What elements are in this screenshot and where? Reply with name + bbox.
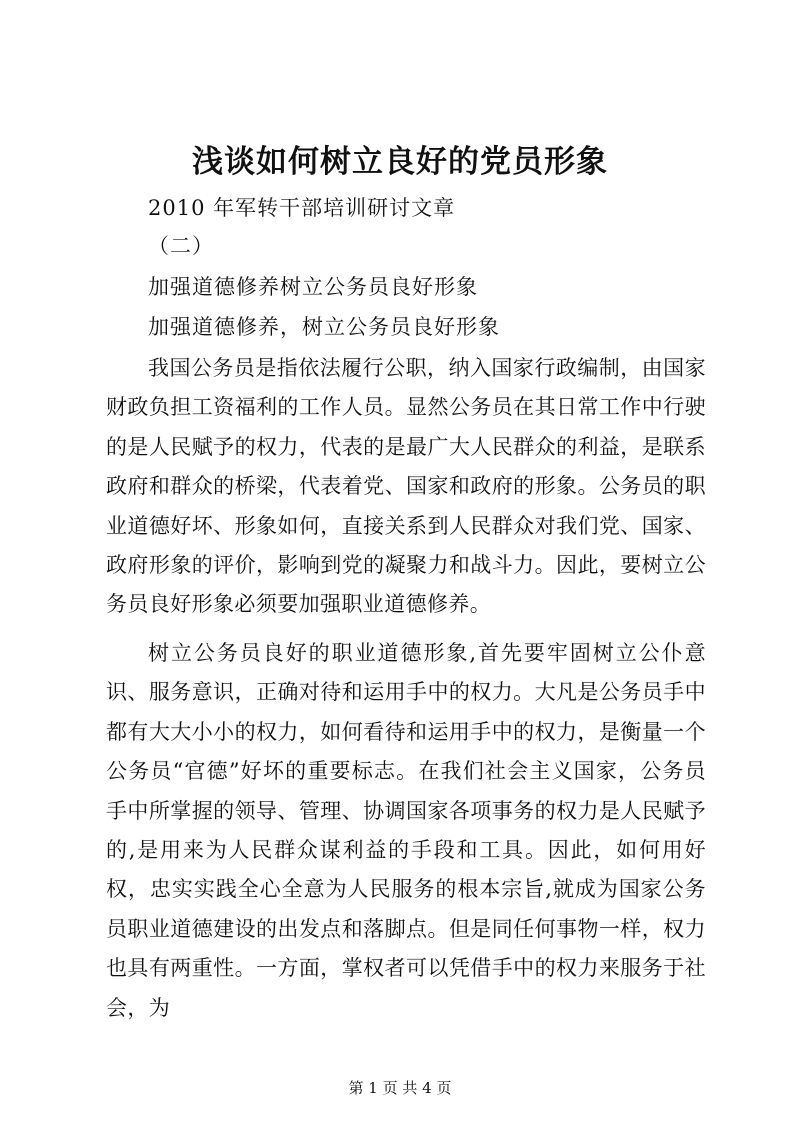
body-paragraph-2: 树立公务员良好的职业道德形象,首先要牢固树立公仆意识、服务意识，正确对待和运用手中的权力。大凡是公务员手中都有大大小小的权力，如何看待和运用手中的权力，是衡量一个公务员“官德”好坏的重要标志。在我们社会主义国家，公务员手中所掌握的领导、管理、协调国家各项事务的权力是人民赋予的,是用来为人民群众谋利益的手段和工具。因此，如何用好权，忠实实践全心全意为人民服务的根本宗旨,就成为国家公务员职业道德建设的出发点和落脚点。但是同任何事物一样，权力也具有两重性。一方面，掌权者可以凭借手中的权力来服务于社会，为	[106, 641, 706, 1020]
subtitle: 2010 年军转干部培训研讨文章	[148, 196, 456, 220]
body-paragraph-1: 我国公务员是指依法履行公职，纳入国家行政编制，由国家财政负担工资福利的工作人员。显然公务员在其日常工作中行驶的是人民赋予的权力，代表的是最广大人民群众的利益，是联系政府和群众的桥梁，代表着党、国家和政府的形象。公务员的职业道德好坏、形象如何，直接关系到人民群众对我们党、国家、政府形象的评价，影响到党的凝聚力和战斗力。因此，要树立公务员良好形象必须要加强职业道德修养。	[106, 356, 706, 617]
section-heading: 加强道德修养树立公务员良好形象	[148, 275, 478, 299]
page-footer: 第 1 页 共 4 页	[348, 1079, 452, 1097]
section-number: （二）	[148, 234, 214, 258]
section-subheading: 加强道德修养，树立公务员良好形象	[148, 315, 500, 339]
document-title: 浅谈如何树立良好的党员形象	[192, 144, 608, 180]
